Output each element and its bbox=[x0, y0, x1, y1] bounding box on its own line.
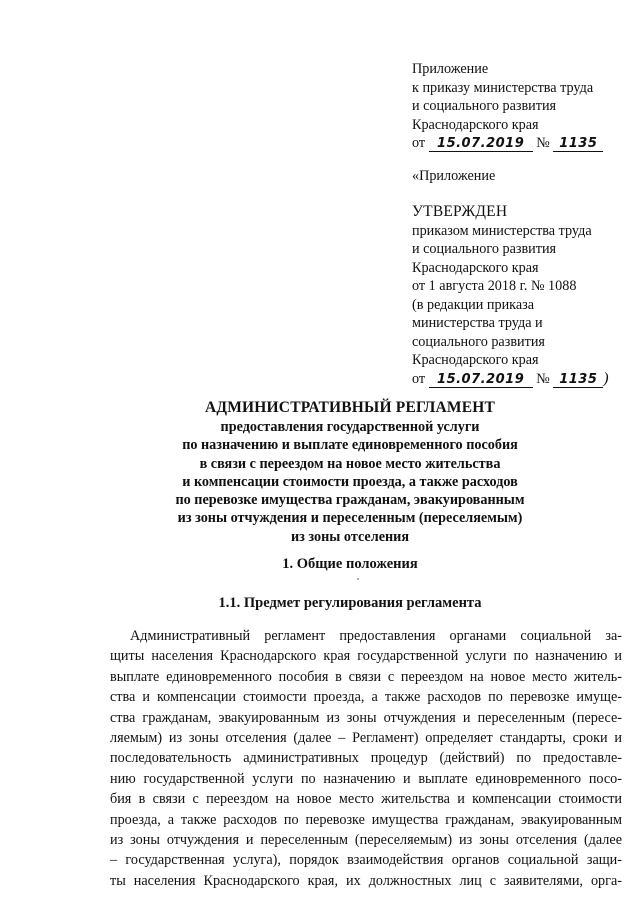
approved-line: приказом министерства труда bbox=[412, 222, 592, 239]
handwritten-date: 15.07.2019 bbox=[429, 372, 533, 388]
approved-line: (в редакции приказа bbox=[412, 296, 535, 313]
title-sub-line: по перевозке имущества гражданам, эвакуированным bbox=[175, 492, 525, 509]
scan-speck bbox=[357, 578, 359, 580]
body-paragraph bbox=[110, 626, 622, 891]
approved-heading: УТВЕРЖДЕН bbox=[412, 203, 508, 220]
approved-line: социального развития bbox=[412, 333, 545, 350]
body-line: из зоны отчуждения и переселенным (переселяемым) из зоны отселения (далее bbox=[110, 832, 622, 849]
body-line: бия в связи с переездом на новое место жительства и компенсации стоимости bbox=[110, 791, 622, 808]
body-line: ты населения Краснодарского края, их должностных лиц с заявителями, орга- bbox=[110, 872, 622, 889]
appendix-line: Краснодарского края bbox=[412, 116, 539, 133]
approved-line: Краснодарского края bbox=[412, 259, 539, 276]
title-sub-line: из зоны отчуждения и переселенным (переселяемым) bbox=[177, 510, 523, 527]
date-prefix: от bbox=[412, 135, 426, 151]
title-main: АДМИНИСТРАТИВНЫЙ РЕГЛАМЕНТ bbox=[204, 399, 496, 416]
document-title bbox=[80, 397, 620, 546]
date-prefix: от bbox=[412, 370, 426, 387]
body-line: ства и компенсации стоимости проезда, а также расходов по перевозке имуще- bbox=[110, 689, 622, 706]
handwritten-number: 1135 bbox=[553, 136, 603, 152]
approved-line: Краснодарского края bbox=[412, 352, 539, 368]
appendix-block bbox=[412, 60, 627, 153]
appendix-line: к приказу министерства труда bbox=[412, 79, 594, 96]
close-paren: ) bbox=[603, 369, 609, 387]
handwritten-number: 1135 bbox=[553, 372, 603, 388]
body-line: ства гражданам, эвакуированным из зоны отчуждения и переселенным (пересе- bbox=[110, 709, 622, 726]
subsection-heading: 1.1. Предмет регулирования регламента bbox=[218, 595, 482, 611]
appendix-date-line bbox=[412, 134, 627, 153]
title-sub-line: и компенсации стоимости проезда, а также расходов bbox=[182, 473, 518, 490]
number-prefix: № bbox=[536, 370, 550, 387]
appendix-quote-label: «Приложение bbox=[412, 168, 496, 184]
body-line: Административный регламент предоставления органами социальной за- bbox=[130, 628, 622, 644]
title-sub-line: в связи с переездом на новое место жительства bbox=[199, 455, 501, 472]
handwritten-date: 15.07.2019 bbox=[429, 136, 533, 152]
body-line: последовательность административных процедур (действий) по предоставле- bbox=[110, 750, 622, 767]
body-line: проезда, а также расходов по перевозке имущества гражданам, эвакуированным bbox=[110, 811, 622, 828]
title-sub-line: предоставления государственной услуги bbox=[220, 419, 480, 435]
body-line: – государственная услуга), порядок взаимодействия органов социальной защи- bbox=[110, 852, 622, 869]
title-sub-line: по назначению и выплате единовременного пособия bbox=[182, 437, 518, 454]
body-line: щиты населения Краснодарского края государственной услуги по назначению и bbox=[110, 648, 622, 665]
approved-date-line bbox=[412, 370, 627, 389]
appendix-quote-block bbox=[412, 167, 627, 186]
appendix-line: и социального развития bbox=[412, 98, 557, 114]
body-line: выплате единовременного пособия в связи с переездом на новое место житель- bbox=[110, 668, 622, 685]
number-prefix: № bbox=[536, 135, 550, 151]
title-sub-line: из зоны отселения bbox=[290, 528, 410, 545]
approved-line: и социального развития bbox=[412, 241, 557, 257]
approved-line: министерства труда и bbox=[412, 315, 543, 331]
approved-block bbox=[412, 203, 627, 388]
body-line: нию государственной услуги по назначению и выплате единовременного посо- bbox=[110, 770, 622, 787]
appendix-line: Приложение bbox=[412, 61, 489, 77]
approved-line: от 1 августа 2018 г. № 1088 bbox=[412, 278, 577, 294]
body-line: ляемым) из зоны отселения (далее – Регламент) определяет стандарты, сроки и bbox=[110, 730, 622, 747]
section-heading: 1. Общие положения bbox=[282, 556, 418, 572]
